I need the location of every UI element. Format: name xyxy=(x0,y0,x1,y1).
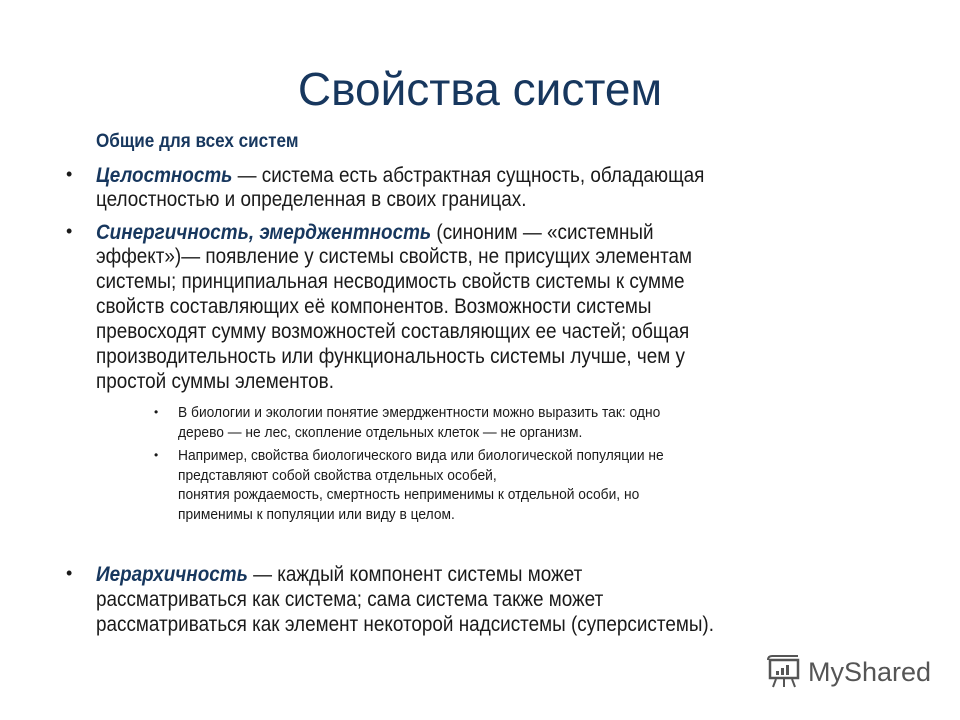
bullet-2-line-7: простой суммы элементов. xyxy=(96,370,334,393)
bullet-3-line-1 xyxy=(96,563,582,587)
subheading: Общие для всех систем xyxy=(96,131,299,152)
presentation-board-icon xyxy=(766,655,802,689)
term-synergy: Синергичность, эмерджентность xyxy=(96,221,432,244)
term-hierarchy: Иерархичность xyxy=(96,563,248,586)
bullet-2-line-4: свойств составляющих её компонентов. Возможности системы xyxy=(96,295,652,318)
bullet-3-line-3: рассматриваться как элемент некоторой надсистемы (суперсистемы). xyxy=(96,613,714,636)
bullet-1-line-1 xyxy=(96,164,704,188)
term-integrity: Целостность xyxy=(96,164,233,187)
text: — каждый компонент системы может xyxy=(247,563,583,586)
watermark-text: MyShared xyxy=(808,656,932,687)
sub-bullet-2-line-4: применимы к популяции или виду в целом. xyxy=(178,506,455,523)
bullet-2-line-2: эффект»)— появление у системы свойств, не присущих элементам xyxy=(96,245,693,268)
bullet-2-line-6: производительность или функциональность системы лучше, чем у xyxy=(96,345,685,368)
bullet-3-line-2: рассматриваться как система; сама система также может xyxy=(96,588,604,611)
sub-bullet-2-line-3: понятия рождаемость, смертность неприменимы к отдельной особи, но xyxy=(178,486,640,503)
sub-bullet-2-line-2: представляют собой свойства отдельных особей, xyxy=(178,467,497,484)
bullet-2-line-1 xyxy=(96,221,654,245)
bullet-1-line-2: целостностью и определенная в своих границах. xyxy=(96,188,527,211)
sub-bullet-1-line-1: В биологии и экологии понятие эмерджентности можно выразить так: одно xyxy=(178,404,661,421)
watermark-logo xyxy=(766,655,931,689)
sub-bullet-icon: • xyxy=(154,448,159,462)
sub-bullet-icon: • xyxy=(154,405,159,419)
bullet-2-line-3: системы; принципиальная несводимость свойств системы к сумме xyxy=(96,270,685,293)
text: (синоним — «системный xyxy=(431,221,654,244)
sub-bullet-2-line-1: Например, свойства биологического вида или биологической популяции не xyxy=(178,447,664,464)
sub-bullet-1-line-2: дерево — не лес, скопление отдельных клеток — не организм. xyxy=(178,424,583,441)
bullet-icon: • xyxy=(66,563,73,583)
slide-title: Свойства систем xyxy=(297,63,663,115)
bullet-icon: • xyxy=(66,164,73,184)
bullet-2-line-5: превосходят сумму возможностей составляющих ее частей; общая xyxy=(96,320,690,343)
text: — система есть абстрактная сущность, обладающая xyxy=(232,164,705,187)
bullet-icon: • xyxy=(66,221,73,241)
